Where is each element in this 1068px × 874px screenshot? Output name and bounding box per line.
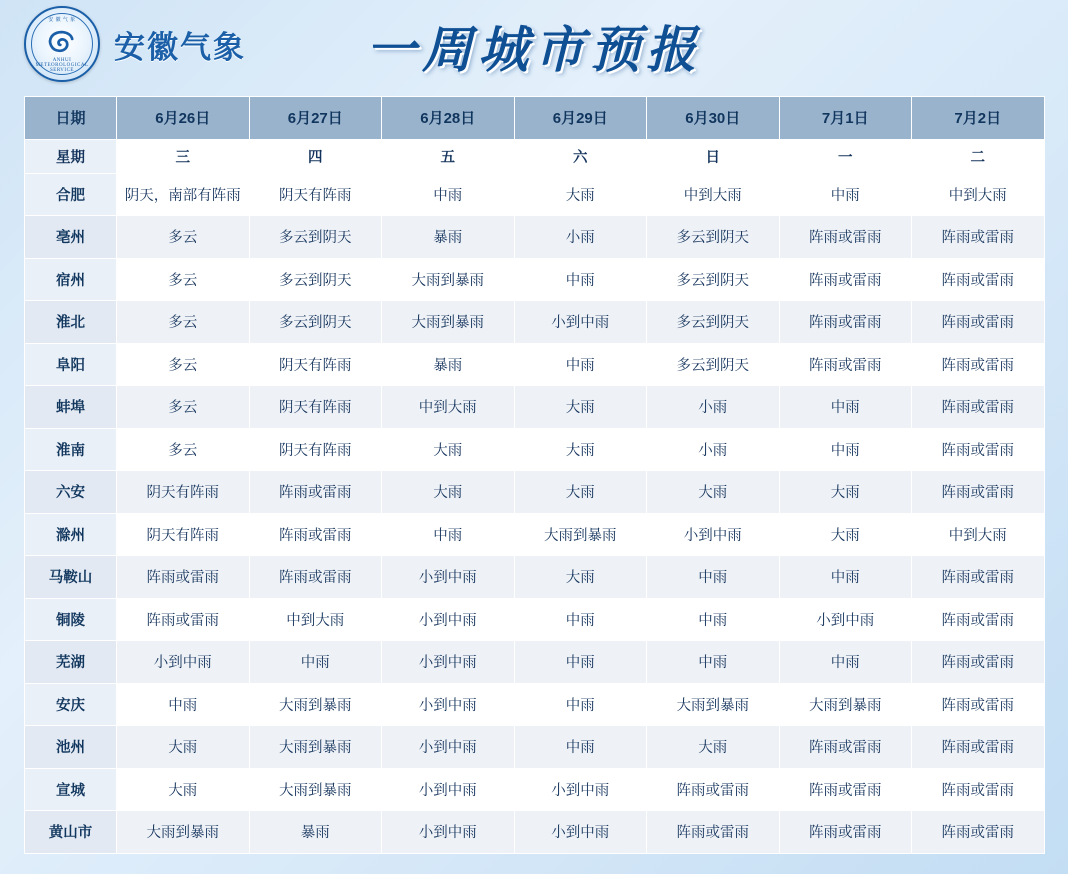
forecast-cell: 大雨到暴雨	[514, 513, 647, 556]
column-header-day-4: 6月29日	[514, 97, 647, 140]
row-header-city: 安庆	[25, 683, 117, 726]
forecast-cell: 中雨	[382, 513, 515, 556]
forecast-cell: 阵雨或雷雨	[249, 513, 382, 556]
weekday-cell-4: 六	[514, 139, 647, 173]
column-header-date: 日期	[25, 97, 117, 140]
forecast-cell: 暴雨	[382, 216, 515, 259]
table-body	[25, 139, 1045, 853]
row-header-city: 宿州	[25, 258, 117, 301]
table-header	[25, 97, 1045, 140]
forecast-cell: 阴天有阵雨	[249, 386, 382, 429]
forecast-cell: 小到中雨	[382, 641, 515, 684]
forecast-cell: 大雨	[117, 726, 250, 769]
forecast-cell: 阵雨或雷雨	[912, 301, 1045, 344]
table-row	[25, 683, 1045, 726]
column-header-day-3: 6月28日	[382, 97, 515, 140]
forecast-cell: 中到大雨	[647, 173, 780, 216]
forecast-cell: 阵雨或雷雨	[912, 258, 1045, 301]
forecast-cell: 阵雨或雷雨	[249, 471, 382, 514]
forecast-cell: 暴雨	[382, 343, 515, 386]
forecast-cell: 阵雨或雷雨	[912, 386, 1045, 429]
weekday-cell-7: 二	[912, 139, 1045, 173]
forecast-cell: 中雨	[514, 598, 647, 641]
forecast-cell: 多云到阴天	[249, 258, 382, 301]
forecast-cell: 小到中雨	[382, 556, 515, 599]
forecast-cell: 中到大雨	[912, 173, 1045, 216]
forecast-cell: 大雨到暴雨	[249, 768, 382, 811]
forecast-cell: 阵雨或雷雨	[779, 768, 912, 811]
forecast-cell: 大雨	[117, 768, 250, 811]
table-row	[25, 173, 1045, 216]
forecast-cell: 中雨	[647, 641, 780, 684]
forecast-cell: 阵雨或雷雨	[249, 556, 382, 599]
forecast-cell: 小雨	[514, 216, 647, 259]
forecast-cell: 多云到阴天	[647, 258, 780, 301]
forecast-cell: 小到中雨	[514, 768, 647, 811]
table-row	[25, 811, 1045, 854]
forecast-cell: 小到中雨	[382, 726, 515, 769]
table-row	[25, 726, 1045, 769]
forecast-cell: 多云到阴天	[249, 301, 382, 344]
forecast-cell: 大雨	[514, 386, 647, 429]
weather-bureau-logo-icon	[24, 6, 100, 82]
forecast-cell: 中到大雨	[382, 386, 515, 429]
forecast-cell: 中雨	[779, 641, 912, 684]
forecast-cell: 小雨	[647, 386, 780, 429]
weekday-cell-2: 四	[249, 139, 382, 173]
forecast-cell: 大雨到暴雨	[249, 683, 382, 726]
forecast-cell: 多云	[117, 428, 250, 471]
forecast-cell: 大雨	[647, 471, 780, 514]
forecast-cell: 中雨	[382, 173, 515, 216]
column-header-day-1: 6月26日	[117, 97, 250, 140]
forecast-cell: 中雨	[779, 386, 912, 429]
table-row	[25, 471, 1045, 514]
forecast-cell: 阵雨或雷雨	[779, 343, 912, 386]
forecast-cell: 多云	[117, 258, 250, 301]
forecast-table	[24, 96, 1045, 854]
forecast-cell: 阵雨或雷雨	[912, 726, 1045, 769]
table-row	[25, 216, 1045, 259]
row-header-city: 淮南	[25, 428, 117, 471]
forecast-cell: 小到中雨	[779, 598, 912, 641]
row-header-city: 滁州	[25, 513, 117, 556]
table-row	[25, 513, 1045, 556]
forecast-cell: 小到中雨	[382, 683, 515, 726]
forecast-cell: 中雨	[514, 258, 647, 301]
forecast-cell: 阴天有阵雨	[249, 173, 382, 216]
forecast-cell: 大雨	[382, 471, 515, 514]
forecast-cell: 小雨	[647, 428, 780, 471]
logo-text-bottom: ANHUI METEOROLOGICAL SERVICE	[35, 58, 89, 73]
table-row	[25, 386, 1045, 429]
row-header-city: 宣城	[25, 768, 117, 811]
forecast-cell: 多云	[117, 386, 250, 429]
forecast-cell: 中雨	[514, 343, 647, 386]
forecast-cell: 小到中雨	[117, 641, 250, 684]
forecast-cell: 中雨	[647, 556, 780, 599]
forecast-cell: 阴天，南部有阵雨	[117, 173, 250, 216]
forecast-cell: 大雨	[779, 471, 912, 514]
forecast-cell: 中雨	[249, 641, 382, 684]
forecast-cell: 中到大雨	[912, 513, 1045, 556]
forecast-cell: 阵雨或雷雨	[912, 471, 1045, 514]
forecast-cell: 阵雨或雷雨	[912, 683, 1045, 726]
forecast-cell: 阵雨或雷雨	[779, 811, 912, 854]
forecast-cell: 中雨	[117, 683, 250, 726]
column-header-day-6: 7月1日	[779, 97, 912, 140]
forecast-cell: 阵雨或雷雨	[779, 258, 912, 301]
page-title: 一周城市预报	[366, 20, 702, 79]
forecast-cell: 阵雨或雷雨	[912, 768, 1045, 811]
table-row	[25, 343, 1045, 386]
row-header-city: 亳州	[25, 216, 117, 259]
forecast-cell: 多云到阴天	[647, 301, 780, 344]
row-header-city: 六安	[25, 471, 117, 514]
forecast-cell: 阵雨或雷雨	[912, 811, 1045, 854]
forecast-cell: 多云到阴天	[249, 216, 382, 259]
row-header-city: 黄山市	[25, 811, 117, 854]
table-row	[25, 598, 1045, 641]
forecast-cell: 大雨到暴雨	[382, 258, 515, 301]
forecast-cell: 阵雨或雷雨	[647, 811, 780, 854]
forecast-cell: 中雨	[779, 556, 912, 599]
column-header-day-2: 6月27日	[249, 97, 382, 140]
row-header-city: 池州	[25, 726, 117, 769]
forecast-cell: 大雨到暴雨	[779, 683, 912, 726]
forecast-cell: 中雨	[779, 428, 912, 471]
forecast-cell: 阵雨或雷雨	[779, 301, 912, 344]
forecast-cell: 阵雨或雷雨	[779, 726, 912, 769]
column-header-day-5: 6月30日	[647, 97, 780, 140]
forecast-cell: 中雨	[514, 726, 647, 769]
row-header-city: 阜阳	[25, 343, 117, 386]
row-header-city: 合肥	[25, 173, 117, 216]
forecast-cell: 阴天有阵雨	[249, 343, 382, 386]
row-header-city: 铜陵	[25, 598, 117, 641]
forecast-cell: 阴天有阵雨	[249, 428, 382, 471]
weekday-cell-1: 三	[117, 139, 250, 173]
forecast-cell: 阵雨或雷雨	[912, 598, 1045, 641]
forecast-cell: 阵雨或雷雨	[912, 428, 1045, 471]
forecast-cell: 中到大雨	[249, 598, 382, 641]
forecast-cell: 大雨到暴雨	[382, 301, 515, 344]
forecast-cell: 大雨	[514, 428, 647, 471]
forecast-cell: 阵雨或雷雨	[647, 768, 780, 811]
forecast-cell: 多云到阴天	[647, 216, 780, 259]
row-header-city: 淮北	[25, 301, 117, 344]
forecast-cell: 大雨	[514, 556, 647, 599]
forecast-cell: 阴天有阵雨	[117, 471, 250, 514]
forecast-cell: 大雨到暴雨	[117, 811, 250, 854]
forecast-cell: 阵雨或雷雨	[912, 641, 1045, 684]
row-header-city: 蚌埠	[25, 386, 117, 429]
weekday-cell-6: 一	[779, 139, 912, 173]
table-row	[25, 641, 1045, 684]
forecast-cell: 阵雨或雷雨	[912, 216, 1045, 259]
table-row	[25, 301, 1045, 344]
forecast-cell: 中雨	[514, 683, 647, 726]
forecast-cell: 大雨	[514, 173, 647, 216]
column-header-day-7: 7月2日	[912, 97, 1045, 140]
table-row	[25, 556, 1045, 599]
forecast-cell: 小到中雨	[382, 598, 515, 641]
forecast-cell: 暴雨	[249, 811, 382, 854]
forecast-cell: 大雨	[382, 428, 515, 471]
forecast-cell: 阵雨或雷雨	[779, 216, 912, 259]
forecast-cell: 小到中雨	[514, 301, 647, 344]
forecast-cell: 中雨	[647, 598, 780, 641]
forecast-cell: 大雨	[514, 471, 647, 514]
table-row	[25, 258, 1045, 301]
forecast-cell: 中雨	[514, 641, 647, 684]
forecast-cell: 多云到阴天	[647, 343, 780, 386]
forecast-cell: 大雨到暴雨	[647, 683, 780, 726]
row-header-city: 芜湖	[25, 641, 117, 684]
forecast-cell: 阵雨或雷雨	[117, 556, 250, 599]
row-header-city: 马鞍山	[25, 556, 117, 599]
forecast-cell: 小到中雨	[647, 513, 780, 556]
brand-name: 安徽气象	[114, 29, 246, 66]
forecast-cell: 大雨	[647, 726, 780, 769]
weekday-cell-3: 五	[382, 139, 515, 173]
forecast-cell: 大雨到暴雨	[249, 726, 382, 769]
forecast-cell: 阴天有阵雨	[117, 513, 250, 556]
forecast-cell: 多云	[117, 343, 250, 386]
forecast-cell: 小到中雨	[382, 768, 515, 811]
table-row	[25, 768, 1045, 811]
forecast-cell: 大雨	[779, 513, 912, 556]
weekday-cell-5: 日	[647, 139, 780, 173]
forecast-cell: 阵雨或雷雨	[117, 598, 250, 641]
forecast-cell: 小到中雨	[382, 811, 515, 854]
header-row	[25, 97, 1045, 140]
forecast-cell: 小到中雨	[514, 811, 647, 854]
forecast-table-wrap	[24, 96, 1044, 854]
table-row	[25, 428, 1045, 471]
weekday-row	[25, 139, 1045, 173]
page-header	[0, 0, 1068, 88]
logo-swirl-icon	[45, 27, 79, 61]
row-header-weekday: 星期	[25, 139, 117, 173]
forecast-cell: 中雨	[779, 173, 912, 216]
logo-text-top: 安 徽 气 象	[48, 18, 76, 23]
forecast-cell: 多云	[117, 301, 250, 344]
forecast-cell: 阵雨或雷雨	[912, 556, 1045, 599]
forecast-cell: 阵雨或雷雨	[912, 343, 1045, 386]
forecast-cell: 多云	[117, 216, 250, 259]
